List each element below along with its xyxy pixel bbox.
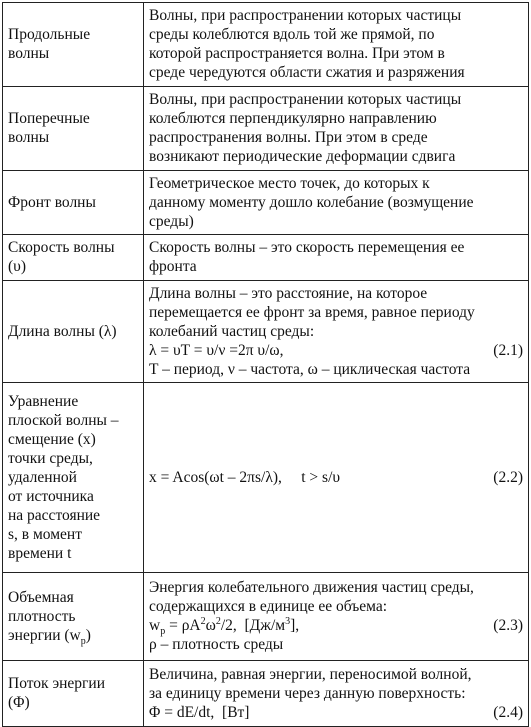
table-row [3, 87, 529, 171]
definition-text: за единицу времени через данную поверхность: [149, 684, 466, 702]
equation-number: (2.4) [493, 703, 523, 721]
term-text: Уравнение [8, 392, 79, 410]
equation-part: = ρA [165, 617, 201, 634]
table-row [3, 383, 529, 573]
table-row [3, 171, 529, 235]
equation-line [149, 341, 523, 360]
table-row [3, 281, 529, 383]
superscript: 2 [215, 615, 221, 627]
definition-cell [144, 573, 529, 661]
term-text: смещение (x) [8, 430, 96, 448]
definition-cell [144, 87, 529, 171]
wave-definitions-table [2, 2, 529, 727]
table-row [3, 661, 529, 727]
term-text-with-subscript [8, 626, 138, 645]
definition-text: Геометрическое место точек, до которых к [149, 174, 430, 192]
equation-number: (2.1) [493, 341, 523, 359]
term-text: Поток энергии [8, 675, 105, 692]
equation-number: (2.3) [493, 617, 523, 634]
definition-text: колебаний частиц среды: [149, 322, 315, 340]
term-text: Продольные [8, 26, 91, 43]
term-cell [3, 235, 144, 281]
term-cell [3, 573, 144, 661]
table-row [3, 235, 529, 281]
equation-part: w [149, 617, 161, 634]
term-text: (υ) [8, 258, 26, 275]
term-cell [3, 661, 144, 727]
definition-text: содержащихся в единице ее объема: [149, 598, 388, 615]
superscript: 3 [285, 615, 291, 627]
definition-text: данному моменту дошло колебание (возмущение [149, 193, 474, 211]
term-cell [3, 281, 144, 383]
term-text: удаленной [8, 468, 77, 486]
equation-part: /2, [Дж/м [220, 617, 286, 634]
equation-note: T – период, ν – частота, ω – циклическая частота [149, 360, 471, 378]
term-text: от источника [8, 487, 94, 505]
equation-note: ρ – плотность среды [149, 636, 284, 653]
definition-text: перемещается ее фронт за время, равное периоду [149, 303, 475, 321]
definition-text: возникают периодические деформации сдвига [149, 148, 456, 165]
equation-part: ], [290, 617, 300, 634]
equation-line [149, 468, 523, 487]
definition-cell [144, 171, 529, 235]
definition-cell [144, 661, 529, 727]
definition-text: Скорость волны – это скорость перемещения ее [149, 239, 465, 256]
equation: x = Acos(ωt – 2πs/λ), t > s/υ [149, 468, 341, 486]
term-text: Фронт волны [8, 193, 96, 211]
definition-text: колеблются перпендикулярно направлению [149, 110, 437, 127]
subscript: p [160, 626, 166, 638]
subscript: p [80, 635, 86, 647]
term-text: Длина волны (λ) [8, 322, 117, 340]
term-text: Объемная [8, 588, 74, 606]
definition-text: распространения волны. При этом в среде [149, 129, 428, 146]
equation: λ = υT = υ/ν =2π υ/ω, [149, 341, 284, 359]
superscript: 2 [200, 615, 206, 627]
equation: Φ = dE/dt, [Вт] [149, 703, 250, 721]
term-text: времени t [8, 544, 72, 562]
term-text: плотность [8, 607, 76, 625]
term-text: энергии (w [8, 626, 81, 644]
definition-cell [144, 281, 529, 383]
term-text: Поперечные [8, 110, 90, 127]
term-cell [3, 171, 144, 235]
definition-text: среды) [149, 212, 194, 230]
definition-text: среде чередуются области сжатия и разряжения [149, 64, 465, 81]
term-text: s, в момент [8, 525, 82, 543]
equation-line [149, 703, 523, 722]
definition-text: Волны, при распространении которых частицы [149, 91, 462, 108]
equation-number: (2.2) [493, 468, 523, 486]
equation-part: ω [205, 617, 216, 634]
term-text: точки среды, [8, 449, 93, 467]
term-cell [3, 383, 144, 573]
definition-text: которой распространяется волна. При этом в [149, 45, 445, 62]
term-cell [3, 3, 144, 87]
definition-text: фронта [149, 258, 197, 275]
term-text: на расстояние [8, 506, 101, 524]
definition-text: Величина, равная энергии, переносимой волной, [149, 665, 472, 683]
table-row [3, 573, 529, 661]
equation-line [149, 615, 523, 638]
definition-text: среды колеблются вдоль той же прямой, по [149, 26, 435, 43]
definition-text: Волны, при распространении которых частицы [149, 7, 462, 24]
equation [149, 615, 300, 638]
term-text: волны [8, 45, 50, 62]
term-text: (Φ) [8, 694, 30, 711]
term-text: волны [8, 129, 50, 146]
table-row [3, 3, 529, 87]
definition-cell [144, 235, 529, 281]
definition-cell [144, 383, 529, 573]
term-text: Скорость волны [8, 239, 115, 256]
term-cell [3, 87, 144, 171]
term-text: плоской волны – [8, 411, 119, 429]
definition-text: Длина волны – это расстояние, на которое [149, 284, 428, 302]
definition-text: Энергия колебательного движения частиц среды, [149, 579, 474, 596]
definition-cell [144, 3, 529, 87]
term-text: ) [85, 626, 91, 644]
